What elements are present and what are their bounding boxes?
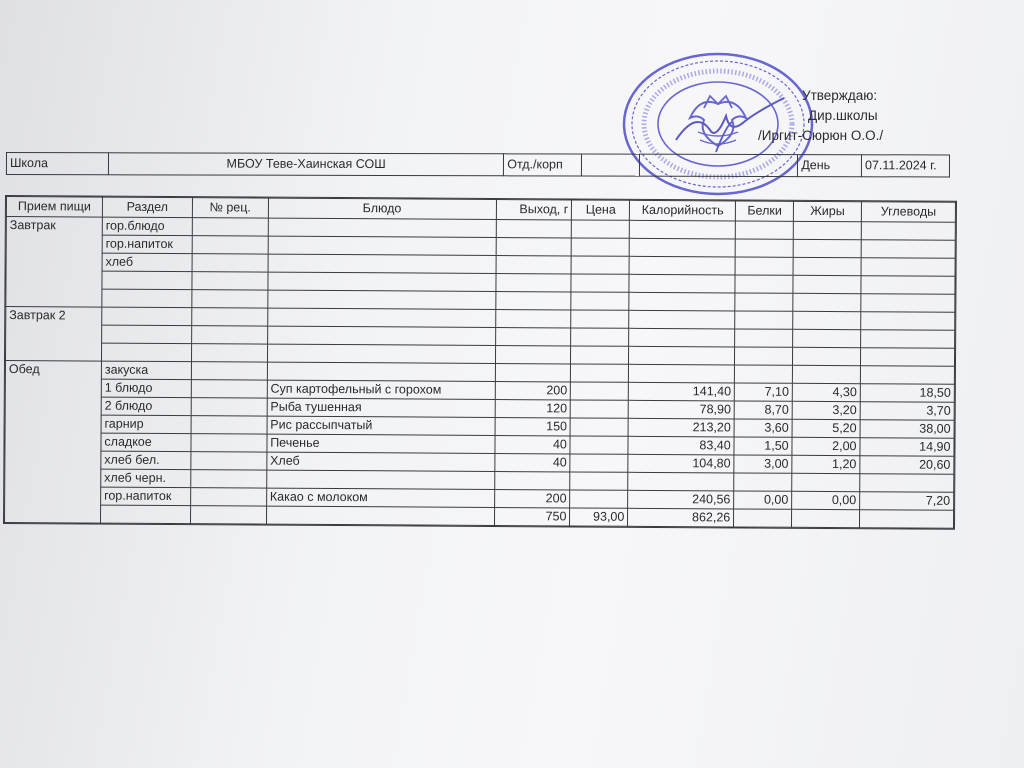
col-yield: Выход, г [496,199,572,219]
cell-price [572,238,630,256]
cell-section: гарнир [101,415,191,434]
cell-cal [629,346,735,365]
cell-fat: 3,20 [792,401,860,419]
cell-fat: 5,20 [792,419,860,437]
cell-section: гор.блюдо [102,217,192,236]
cell-fat [792,473,860,491]
cell-section: 1 блюдо [101,379,191,398]
cell-price [571,310,629,328]
cell-fat [792,509,860,527]
date-value: 07.11.2024 г. [861,155,949,177]
cell-price [570,436,628,454]
cell-rec [191,326,267,344]
cell-section: сладкое [101,433,191,452]
cell-yield [496,255,572,273]
cell-fat [793,221,861,239]
cell-prot [735,257,793,275]
school-name: МБОУ Теве-Хаинская СОШ [109,153,504,176]
cell-rec [190,488,266,506]
cell-carb: 18,50 [860,384,954,403]
cell-carb: 7,20 [860,492,954,511]
cell-price [571,346,629,364]
cell-dish [268,272,496,291]
cell-section [102,325,192,344]
meal-name: Завтрак 2 [5,307,101,362]
cell-fat [793,347,861,365]
col-protein: Белки [736,201,794,221]
cell-prot [735,275,793,293]
cell-carb [861,240,955,259]
cell-section [102,307,192,326]
cell-dish [268,290,496,309]
col-fat: Жиры [794,201,862,221]
cell-carb [861,276,955,295]
cell-yield [495,327,571,345]
cell-rec [192,254,268,272]
cell-yield [496,219,572,237]
cell-carb [860,510,954,529]
cell-price [571,292,629,310]
cell-cal [629,310,735,329]
cell-prot [735,329,793,347]
cell-dish: Хлеб [267,452,495,471]
cell-yield: 40 [494,453,570,471]
cell-prot [734,473,792,491]
cell-dish: Какао с молоком [266,488,494,507]
cell-prot: 0,00 [734,491,792,509]
col-carbs: Углеводы [861,202,955,223]
cell-section: хлеб бел. [101,451,191,470]
cell-price [571,382,629,400]
day-label: День [798,155,862,177]
cell-fat [793,311,861,329]
cell-fat [793,257,861,275]
cell-cal: 213,20 [628,418,734,437]
cell-fat [793,293,861,311]
menu-table [4,196,956,529]
cell-prot: 3,60 [734,419,792,437]
cell-rec [191,470,267,488]
cell-cal: 141,40 [629,382,735,401]
cell-section [102,289,192,308]
cell-carb: 3,70 [860,402,954,421]
cell-rec [191,344,267,362]
cell-rec [191,380,267,398]
cell-rec [192,272,268,290]
cell-rec [191,362,267,380]
cell-price [571,274,629,292]
cell-prot [735,221,793,239]
cell-dish [267,344,495,363]
cell-price [571,328,629,346]
cell-yield [495,345,571,363]
cell-price [570,454,628,472]
cell-yield [496,237,572,255]
cell-dish [266,470,494,489]
cell-dish [268,236,496,255]
cell-cal: 862,26 [628,508,734,527]
cell-carb [860,474,954,493]
cell-dish: Суп картофельный с горохом [267,380,495,399]
cell-cal [628,472,734,491]
cell-dish [268,218,496,237]
meal-name: Обед [5,361,102,524]
cell-section [101,343,191,362]
cell-yield: 150 [495,417,571,435]
cell-carb [861,294,955,313]
cell-cal: 240,56 [628,490,734,509]
cell-rec [192,236,268,254]
cell-section: гор.напиток [102,235,192,254]
cell-yield: 200 [494,489,570,507]
cell-prot [735,311,793,329]
cell-carb [861,312,955,331]
dept-label: Отд./корп [504,154,582,176]
cell-rec [191,434,267,452]
cell-dish: Рис рассыпчатый [267,416,495,435]
cell-price [571,400,629,418]
cell-yield: 120 [495,399,571,417]
cell-rec [191,416,267,434]
cell-dish [267,362,495,381]
col-calories: Калорийность [630,200,736,221]
cell-prot [735,365,793,383]
cell-rec [191,452,267,470]
cell-cal [629,328,735,347]
cell-prot [735,347,793,365]
cell-fat [793,275,861,293]
cell-cal: 78,90 [628,400,734,419]
cell-yield [494,471,570,489]
cell-prot: 3,00 [734,455,792,473]
cell-price [570,418,628,436]
cell-carb [861,330,955,349]
cell-section [100,505,190,524]
cell-prot: 8,70 [734,401,792,419]
cell-yield [495,291,571,309]
cell-cal [629,364,735,383]
cell-prot [735,293,793,311]
cell-carb [861,222,955,241]
cell-cal [629,238,735,257]
cell-cal: 83,40 [628,436,734,455]
cell-section: гор.напиток [101,487,191,506]
cell-price [570,472,628,490]
cell-fat: 2,00 [792,437,860,455]
col-price: Цена [572,200,630,220]
cell-fat [793,329,861,347]
col-meal: Прием пищи [6,197,102,218]
col-dish: Блюдо [268,198,496,219]
cell-section: хлеб [102,253,192,272]
cell-price [571,256,629,274]
cell-prot [734,509,792,527]
cell-carb [861,348,955,367]
cell-rec [192,290,268,308]
cell-prot: 7,10 [734,383,792,401]
cell-yield: 750 [494,507,570,525]
cell-yield [495,309,571,327]
approval-title: Утверждаю: [802,88,878,103]
cell-yield: 200 [495,381,571,399]
cell-fat: 4,30 [792,383,860,401]
cell-carb: 20,60 [860,456,954,475]
cell-carb: 38,00 [860,420,954,439]
cell-cal [629,274,735,293]
cell-cal [629,292,735,311]
cell-prot [735,239,793,257]
cell-fat: 1,20 [792,455,860,473]
cell-yield [495,363,571,381]
col-recipe-no: № рец. [192,198,268,218]
cell-dish: Рыба тушенная [267,398,495,417]
cell-cal: 104,80 [628,454,734,473]
cell-dish: Печенье [267,434,495,453]
dept-value [582,154,640,176]
cell-section: закуска [101,361,191,380]
blank-cell [639,154,798,176]
cell-section [102,271,192,290]
cell-cal [630,220,736,239]
cell-dish [266,506,494,525]
cell-carb: 14,90 [860,438,954,457]
school-label: Школа [6,153,108,175]
cell-fat: 0,00 [792,491,860,509]
cell-rec [192,308,268,326]
approval-block [740,86,883,146]
col-section: Раздел [102,197,192,218]
cell-dish [267,308,495,327]
cell-yield: 40 [494,435,570,453]
cell-yield [495,273,571,291]
cell-price [572,220,630,238]
cell-cal [629,256,735,275]
approval-position: Дир.школы [808,108,878,123]
cell-carb [861,258,955,277]
cell-carb [860,366,954,385]
cell-price: 93,00 [570,508,628,526]
school-header-table [6,152,950,177]
cell-price [570,490,628,508]
cell-rec [191,398,267,416]
approval-signatory: /Иргит-Сюрюн О.О./ [758,128,884,143]
cell-fat [793,365,861,383]
cell-dish [267,326,495,345]
cell-price [571,364,629,382]
meal-name: Завтрак [6,217,102,308]
cell-dish [268,254,496,273]
cell-fat [793,239,861,257]
cell-rec [190,506,266,524]
cell-rec [192,218,268,236]
cell-prot: 1,50 [734,437,792,455]
cell-section: хлеб черн. [101,469,191,488]
cell-section: 2 блюдо [101,397,191,416]
